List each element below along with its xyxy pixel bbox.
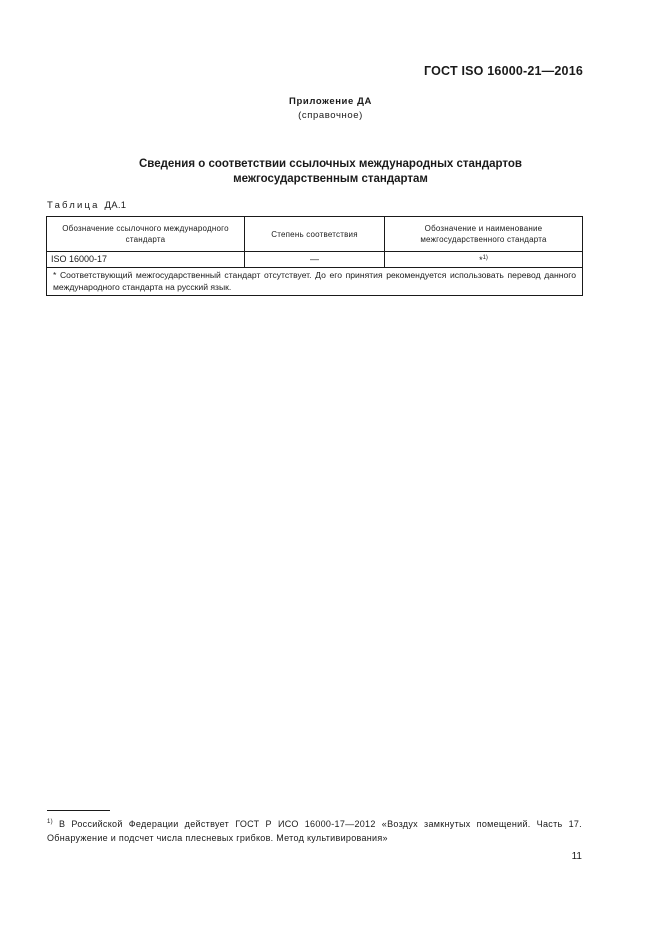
footnote-separator xyxy=(47,810,110,811)
table-note-row xyxy=(47,268,583,296)
header-degree-of-correspondence: Степень соответствия xyxy=(245,217,385,252)
table-label xyxy=(47,200,126,211)
footnote-marker: 1) xyxy=(47,819,53,825)
document-code: ГОСТ ISO 16000-21—2016 xyxy=(423,64,583,78)
cell-interstate-standard xyxy=(385,252,583,268)
table-label-number: ДА.1 xyxy=(104,200,127,211)
correspondence-table xyxy=(46,216,583,296)
footnote xyxy=(47,815,582,845)
page-number: 11 xyxy=(571,851,582,862)
section-title xyxy=(0,157,661,187)
header-interstate-standard: Обозначение и наименование межгосударственного стандарта xyxy=(385,217,583,252)
appendix-subtitle: (справочное) xyxy=(298,110,363,121)
table-label-word: Таблица xyxy=(47,200,100,211)
footnote-reference: 1) xyxy=(482,255,488,261)
appendix-title: Приложение ДА xyxy=(289,96,372,107)
table-row xyxy=(47,252,583,268)
header-reference-standard: Обозначение ссылочного международного стандарта xyxy=(47,217,245,252)
cell-designation: ISO 16000-17 xyxy=(47,252,245,268)
section-title-line-1: Сведения о соответствии ссылочных международных стандартов xyxy=(138,158,522,170)
appendix-heading xyxy=(0,95,661,123)
section-title-line-2: межгосударственным стандартам xyxy=(233,173,428,185)
cell-degree: — xyxy=(245,252,385,268)
table-header-row xyxy=(47,217,583,252)
table-note: * Соответствующий межгосударственный стандарт отсутствует. До его принятия рекомендуется использовать перевод данного международного стандарта на русский язык. xyxy=(47,268,583,296)
footnote-text: В Российской Федерации действует ГОСТ Р ИСО 16000-17—2012 «Воздух замкнутых помещений. Часть 17. Обнаружение и подсчет числа плесневых грибков. Метод культивирования» xyxy=(47,819,582,843)
cell-interstate-mark: * xyxy=(479,255,483,265)
